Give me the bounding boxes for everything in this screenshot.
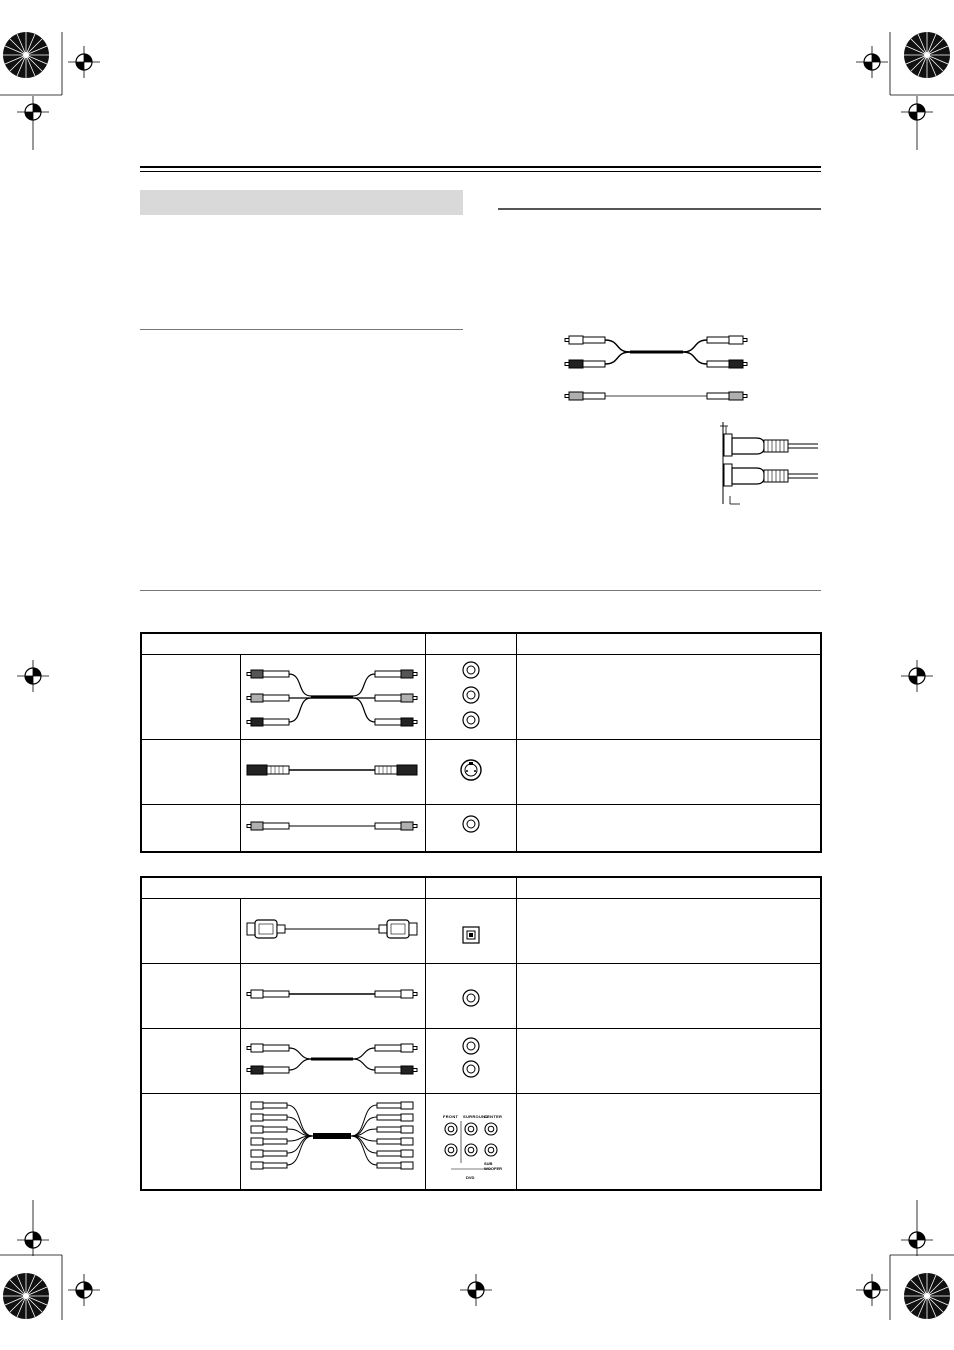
row-description xyxy=(517,1094,822,1191)
coaxial-jack xyxy=(426,964,516,1023)
row-label xyxy=(141,655,241,740)
multichannel-jack-panel xyxy=(426,1095,516,1189)
component-video-cable xyxy=(247,662,417,732)
starburst-icon xyxy=(3,32,49,78)
row-label xyxy=(141,1029,241,1094)
rca-jack-icon xyxy=(463,990,479,1006)
row-label xyxy=(141,1094,241,1191)
table-header-row xyxy=(141,877,821,899)
table-row xyxy=(141,805,821,853)
s-video-cable xyxy=(247,755,417,785)
rca-jack-icon xyxy=(463,816,479,832)
table-header-cell xyxy=(517,633,822,655)
rca-jack-icon xyxy=(463,1038,479,1077)
optical-plug-icon xyxy=(247,920,285,938)
rca-jack-icon xyxy=(463,662,479,728)
section-title xyxy=(140,194,146,210)
audio-connection-table xyxy=(140,876,822,1191)
composite-video-cable xyxy=(247,816,417,836)
row-description xyxy=(517,1029,822,1094)
s-video-plug-icon xyxy=(247,765,289,775)
starburst-icon xyxy=(904,1273,950,1319)
header-rule-top xyxy=(140,166,821,168)
optical-cable xyxy=(247,914,417,944)
table-row xyxy=(141,740,821,805)
row-label xyxy=(141,899,241,964)
row-description xyxy=(517,740,822,805)
coaxial-cable xyxy=(247,979,417,1009)
table-header-row xyxy=(141,633,821,655)
table-header-cell xyxy=(426,877,517,899)
optical-jack xyxy=(426,899,516,958)
table-row xyxy=(141,899,821,964)
stereo-cable-illustration xyxy=(565,330,765,410)
analog-audio-cable xyxy=(247,1034,417,1084)
table-header-cell xyxy=(141,633,426,655)
table-row xyxy=(141,1029,821,1094)
table-row xyxy=(141,655,821,740)
header-rule-bottom xyxy=(140,171,821,172)
table-row xyxy=(141,1094,821,1191)
row-label xyxy=(141,964,241,1029)
s-video-jack-icon xyxy=(461,760,481,780)
row-label xyxy=(141,740,241,805)
analog-audio-jacks xyxy=(426,1029,516,1088)
rca-plug-icon xyxy=(247,670,289,726)
section-rule xyxy=(140,590,821,591)
table-header-cell xyxy=(426,633,517,655)
multichannel-cable xyxy=(247,1094,417,1184)
table-header-cell xyxy=(141,877,426,899)
starburst-icon xyxy=(904,32,950,78)
left-subsection-rule xyxy=(140,329,463,330)
jack-label-surround: SURROUND xyxy=(463,1113,489,1119)
right-heading-rule xyxy=(498,208,821,210)
row-label xyxy=(141,805,241,853)
section-title-band xyxy=(140,190,463,215)
s-video-jacks xyxy=(426,740,516,799)
jack-label-dvd: DVD xyxy=(466,1174,475,1180)
plug-insertion-illustration xyxy=(720,422,820,507)
composite-jack xyxy=(426,805,516,846)
video-connection-table xyxy=(140,632,822,853)
jack-label-center: CENTER xyxy=(484,1113,503,1119)
optical-jack-icon xyxy=(463,927,479,943)
component-jacks xyxy=(426,655,516,734)
multichannel-jacks xyxy=(426,1095,516,1189)
table-header-cell xyxy=(517,877,822,899)
starburst-icon xyxy=(3,1273,49,1319)
rca-jack-icon xyxy=(445,1123,497,1156)
table-row xyxy=(141,964,821,1029)
row-description xyxy=(517,655,822,740)
row-description xyxy=(517,899,822,964)
jack-label-subwoofer: SUB WOOFER xyxy=(484,1160,502,1171)
jack-label-front: FRONT xyxy=(443,1113,459,1119)
row-description xyxy=(517,805,822,853)
row-description xyxy=(517,964,822,1029)
